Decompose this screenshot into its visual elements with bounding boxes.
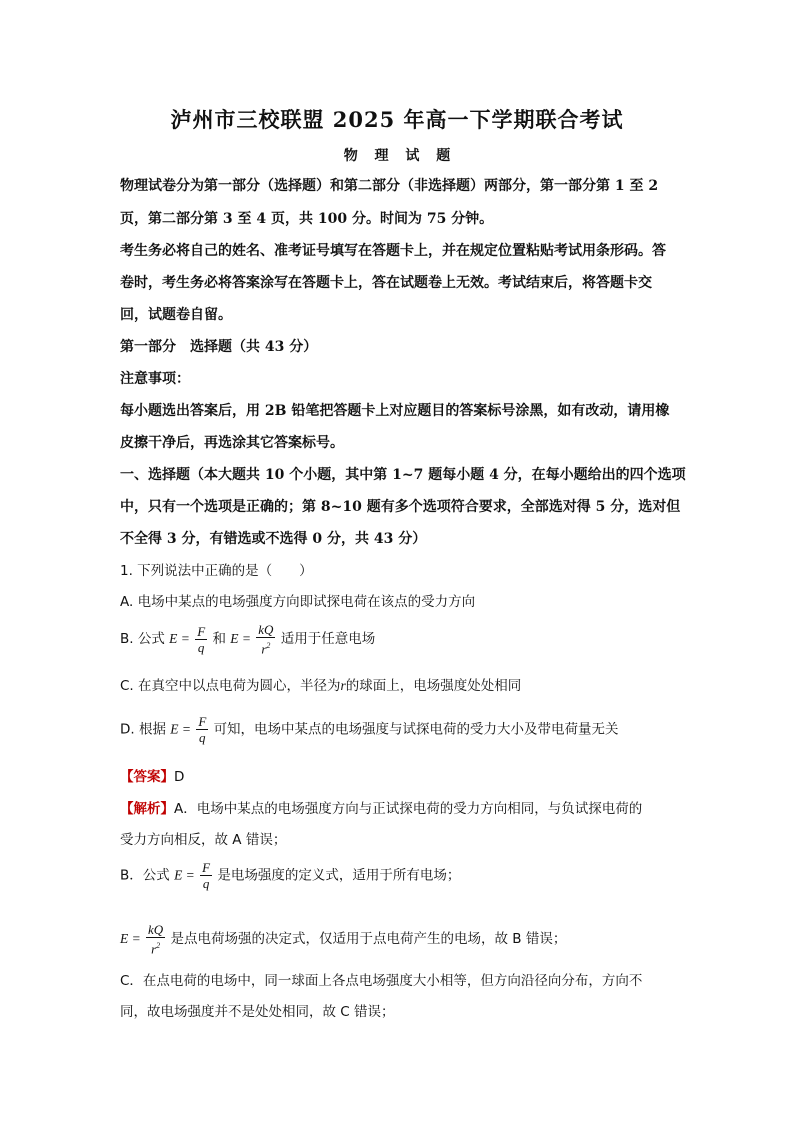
analysis-b-prefix: B．公式 [120, 867, 170, 884]
intro-line-4: 卷时，考生务必将答案涂写在答题卡上，答在试题卷上无效。考试结束后，将答题卡交 [120, 275, 652, 291]
formula-e-equals-2: E = [230, 631, 251, 647]
fraction-f-over-q [195, 624, 207, 655]
exponent-2-b: 2 [156, 941, 161, 950]
option-b-prefix: B. 公式 [120, 631, 165, 648]
analysis-b-suffix: 是电场强度的定义式，适用于所有电场； [217, 867, 461, 884]
denominator-q-3: q [202, 876, 210, 891]
notice-line-2: 皮擦干净后，再选涂其它答案标号。 [120, 435, 344, 451]
notice-line-1: 每小题选出答案后，用 2B 铅笔把答题卡上对应题目的答案标号涂黑，如有改动，请用橡 [120, 403, 670, 419]
option-c-suffix: 的球面上，电场强度处处相同 [345, 678, 522, 694]
notice-title: 注意事项： [120, 371, 190, 387]
analysis-c-line-2: 同，故电场强度并不是处处相同，故 C 错误； [120, 1004, 395, 1020]
exam-subtitle: 物 理 试 题 [343, 148, 451, 164]
fraction-kq-over-r2-2 [146, 922, 165, 956]
formula-e-equals-3: E = [170, 721, 192, 737]
denominator-r2-2 [149, 938, 162, 956]
analysis-label: 【解析】 [120, 801, 174, 817]
numerator-kq-2: kQ [148, 922, 164, 937]
intro-line-3: 考生务必将自己的姓名、准考证号填写在答题卡上，并在规定位置粘贴考试用条形码。答 [120, 243, 666, 259]
option-d-suffix: 可知，电场中某点的电场强度与试探电荷的受力大小及带电荷量无关 [213, 721, 619, 738]
numerator-f: F [197, 623, 206, 639]
intro-line-1: 物理试卷分为第一部分（选择题）和第二部分（非选择题）两部分，第一部分第 1 至 2 [120, 178, 659, 194]
option-d [120, 714, 619, 745]
section1-line-2: 中，只有一个选项是正确的；第 8~10 题有多个选项符合要求，全部选对得 5 分，选对但 [120, 499, 681, 515]
answer-line [120, 768, 184, 786]
formula-e-equals-4: E = [174, 867, 195, 883]
analysis-b-line-1 [120, 860, 460, 891]
intro-line-2: 页，第二部分第 3 至 4 页，共 100 分。时间为 75 分钟。 [120, 211, 494, 227]
analysis-b2-suffix: 是点电荷场强的决定式，仅适用于点电荷产生的电场，故 B 错误； [170, 931, 567, 948]
analysis-b-line-2 [120, 922, 566, 956]
fraction-f-over-q-2 [196, 714, 208, 745]
numerator-kq: kQ [258, 622, 274, 637]
denominator-q: q [197, 639, 205, 655]
denominator-q-2: q [199, 730, 206, 745]
denominator-r2 [259, 638, 272, 656]
formula-e-equals: E = [169, 631, 190, 647]
option-c [120, 677, 521, 695]
var-r-2: r [151, 941, 157, 957]
fraction-kq-over-r2 [256, 622, 275, 656]
numerator-f-2: F [198, 714, 207, 729]
exam-title: 泸州市三校联盟 2025 年高一下学期联合考试 [170, 107, 624, 132]
option-b-suffix: 适用于任意电场 [280, 631, 376, 648]
question-1-stem: 1. 下列说法中正确的是（ ） [120, 563, 313, 579]
exponent-2: 2 [266, 641, 271, 650]
intro-line-5: 回，试题卷自留。 [120, 307, 232, 323]
option-c-prefix: C. 在真空中以点电荷为圆心，半径为 [120, 678, 341, 694]
section1-line-3: 不全得 3 分，有错选或不选得 0 分，共 43 分） [120, 531, 427, 547]
analysis-line-1 [120, 800, 642, 818]
analysis-a-line-2: 受力方向相反，故 A 错误； [120, 832, 287, 848]
option-b-and: 和 [212, 631, 226, 648]
option-d-prefix: D. 根据 [120, 721, 166, 738]
option-b [120, 622, 375, 656]
answer-label: 【答案】 [120, 769, 174, 785]
fraction-f-over-q-3 [200, 860, 212, 891]
answer-value: D [174, 769, 185, 785]
formula-e-equals-5: E = [120, 931, 141, 947]
var-r: r [261, 641, 267, 657]
var-r-inline: r [340, 678, 346, 693]
numerator-f-3: F [202, 860, 211, 875]
option-a: A. 电场中某点的电场强度方向即试探电荷在该点的受力方向 [120, 594, 476, 610]
section1-line-1: 一、选择题（本大题共 10 个小题，其中第 1~7 题每小题 4 分，在每小题给出的四个选项 [120, 467, 686, 483]
analysis-c-line-1: C．在点电荷的电场中，同一球面上各点电场强度大小相等，但方向沿径向分布，方向不 [120, 973, 643, 989]
analysis-a-line-1: A．电场中某点的电场强度方向与正试探电荷的受力方向相同，与负试探电荷的 [174, 801, 643, 817]
part1-heading: 第一部分 选择题（共 43 分） [120, 339, 318, 355]
